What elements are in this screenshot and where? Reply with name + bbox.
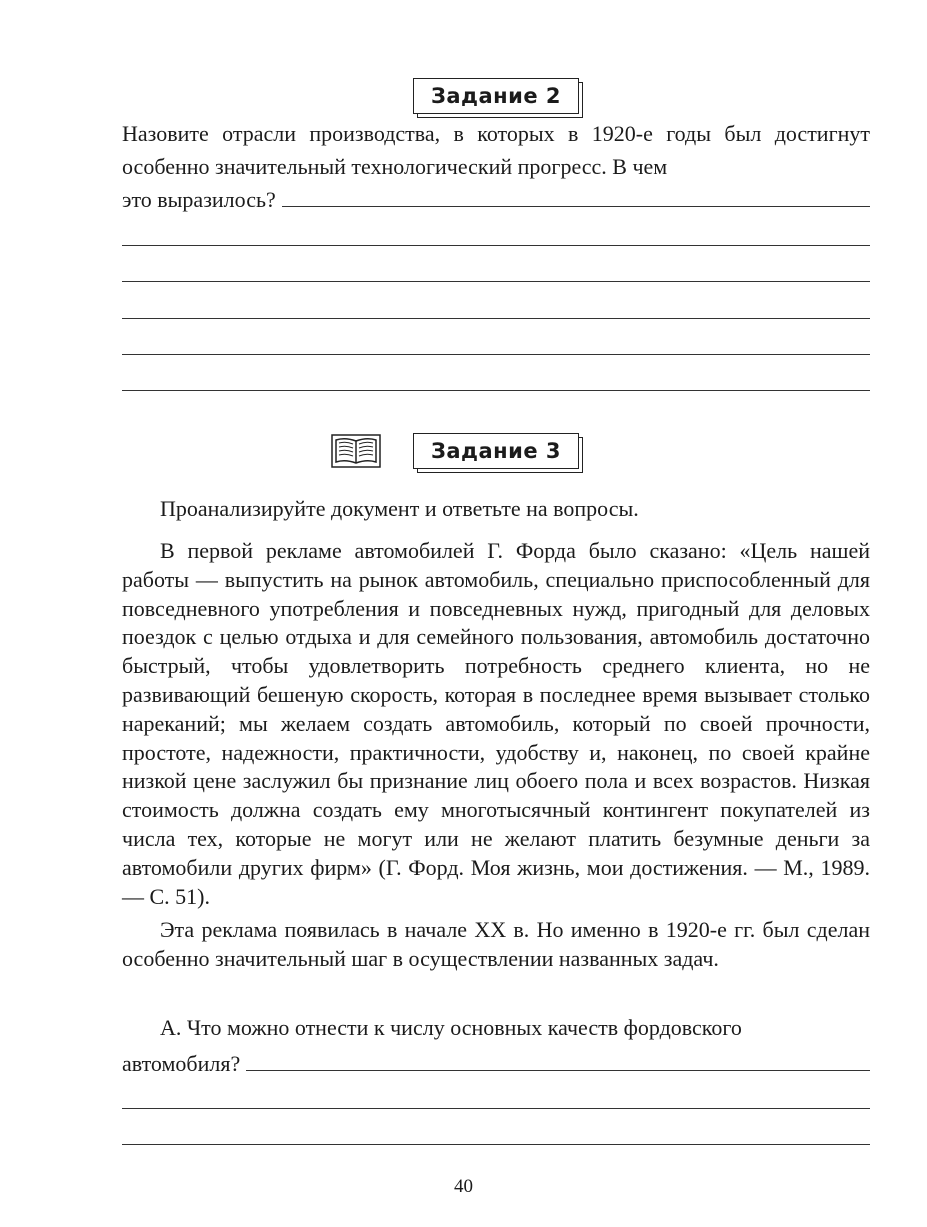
answer-line[interactable]: [122, 318, 870, 319]
task-2-question-tail-row: [122, 184, 870, 217]
task-2-question-tail: это выразилось?: [122, 187, 276, 212]
page-number: 40: [454, 1176, 473, 1197]
task-3-document: В первой рекламе автомобилей Г. Форда было сказано: «Цель нашей работы — выпустить на рынок автомобиль, специально приспособленный для повседневного употребления и повседневных нужд, пригодный для деловых поездок с целью отдыха и для семейного пользования, автомобиль достаточно быстрый, чтобы удовлетворить потребность среднего клиента, но не развивающий бешеную скорость, которая в последнее время вызывает столько нареканий; мы желаем создать автомобиль, который по своей прочности, простоте, надежности, практичности, удобству и, наконец, по своей крайне низкой цене заслужил бы признание лиц обоего пола и всех возрастов. Низкая стоимость должна создать ему многотысячный контингент покупателей из числа тех, которые не могут или не желают платить безумные деньги за автомобили других фирм» (Г. Форд. Моя жизнь, мои достижения. — М., 1989. — С. 51).: [122, 538, 870, 909]
task-3-title: [413, 433, 579, 469]
answer-line[interactable]: [122, 1108, 870, 1109]
open-book-icon: [331, 434, 381, 468]
task-3-note: Эта реклама появилась в начале XX в. Но именно в 1920-е гг. был сделан особенно значительный шаг в осуществлении названных задач.: [122, 917, 870, 971]
answer-line[interactable]: [122, 245, 870, 246]
answer-line[interactable]: [122, 390, 870, 391]
answer-line[interactable]: [246, 1048, 870, 1071]
task-3-title-text: Задание 3: [430, 439, 562, 463]
task-3-instruction: Проанализируйте документ и ответьте на вопросы.: [160, 496, 639, 521]
answer-line[interactable]: [122, 1144, 870, 1145]
task-3-question-a-tail: автомобиля?: [122, 1051, 241, 1076]
answer-line[interactable]: [122, 354, 870, 355]
task-2-question: Назовите отрасли производства, в которых в 1920-е годы был достигнут особенно значительный технологический прогресс. В чем: [122, 121, 870, 179]
answer-line[interactable]: [282, 184, 870, 207]
task-2-title-text: Задание 2: [430, 84, 562, 108]
answer-line[interactable]: [122, 281, 870, 282]
task-2-title: [413, 78, 579, 114]
task-3-question-a-tail-row: [122, 1048, 870, 1081]
task-3-question-a: А. Что можно отнести к числу основных качеств фордовского: [160, 1015, 742, 1040]
